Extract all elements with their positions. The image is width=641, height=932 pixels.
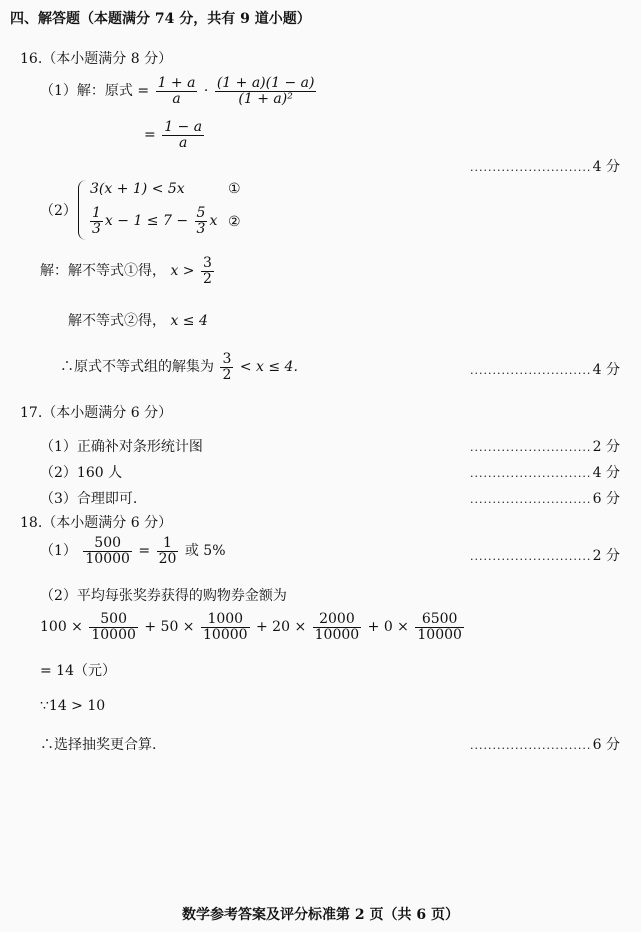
q17-item-1: （1）正确补对条形统计图: [40, 439, 203, 455]
expected-value-calc: [40, 612, 466, 642]
solution-set-line: [60, 352, 298, 382]
fraction: [415, 612, 464, 642]
fraction: [90, 206, 103, 236]
denominator: 10000: [417, 626, 462, 643]
solution-var: x >: [170, 263, 195, 280]
inequality-1: 3(x + 1) < 5x: [90, 181, 185, 197]
inequality-2: [88, 206, 217, 236]
score-value: 2 分: [592, 439, 620, 455]
q17-heading: 17.（本小题满分 6 分）: [20, 405, 173, 421]
score-value: 4 分: [592, 362, 620, 378]
q17-item-3-score: [470, 488, 620, 508]
comparison: ∵14 > 10: [40, 698, 106, 714]
calc-result: = 14（元）: [40, 663, 116, 679]
inequality-end: x: [209, 213, 218, 230]
score-value: 6 分: [592, 737, 620, 753]
leader-dots: [470, 441, 591, 454]
numerator: 1 + a: [157, 75, 196, 91]
q16-part1-score: [470, 156, 620, 176]
denominator: 10000: [314, 626, 360, 643]
fraction: [201, 256, 214, 286]
q18-part1-line: [40, 536, 226, 566]
denominator: (1 + a)²: [215, 91, 317, 107]
fraction: [215, 76, 317, 106]
q16-part1-line1: [40, 76, 318, 106]
denominator: 10000: [91, 626, 136, 643]
q18-part1-score: [470, 545, 620, 565]
fraction: [162, 120, 204, 150]
denominator: 3: [92, 220, 101, 237]
equals-sign: =: [144, 127, 156, 144]
solution-text: 解：解不等式①得，: [40, 263, 166, 280]
q17-item-3: （3）合理即可.: [40, 491, 138, 507]
leader-dots: [470, 364, 591, 377]
system-brace: [78, 180, 87, 240]
q17-item-1-score: [470, 436, 620, 456]
fraction: [313, 612, 362, 642]
q16-part1-line2: [144, 120, 206, 150]
marker-2: ②: [228, 214, 241, 230]
numerator: 5: [196, 205, 206, 221]
solution-text: 解不等式②得，: [68, 313, 166, 329]
coefficient: + 0 ×: [367, 619, 409, 636]
solution-var: x ≤ 4: [170, 313, 208, 329]
q18-part1-end: 或 5%: [184, 543, 226, 560]
fraction: [195, 206, 208, 236]
solution-line-2: [68, 310, 208, 330]
denominator: 10000: [85, 550, 130, 567]
denominator: 10000: [203, 626, 248, 643]
fraction: [157, 536, 179, 566]
fraction: [201, 612, 250, 642]
leader-dots: [470, 550, 591, 563]
equals-sign: =: [138, 543, 151, 560]
q16-part2-label: （2）: [40, 203, 77, 219]
numerator: 3: [202, 255, 212, 271]
denominator: a: [156, 91, 198, 107]
denominator: 2: [222, 366, 232, 383]
numerator: (1 + a)(1 − a): [216, 75, 315, 91]
solution-set-end: < x ≤ 4.: [239, 359, 298, 376]
coefficient: + 20 ×: [256, 619, 307, 636]
fraction: [83, 536, 132, 566]
numerator: 1 − a: [164, 119, 203, 135]
q17-item-2-score: [470, 462, 620, 482]
fraction: [89, 612, 138, 642]
conclusion: ∴选择抽奖更合算.: [40, 737, 157, 753]
score-value: 4 分: [592, 465, 620, 481]
leader-dots: [470, 467, 591, 480]
q18-heading: 18.（本小题满分 6 分）: [20, 515, 173, 531]
q18-part2-text: （2）平均每张奖券获得的购物券金额为: [40, 588, 287, 604]
score-value: 2 分: [592, 548, 620, 564]
marker-1: ①: [228, 181, 241, 197]
leader-dots: [470, 739, 591, 752]
solution-set-text: ∴原式不等式组的解集为: [60, 359, 214, 376]
page-footer: 数学参考答案及评分标准第 2 页（共 6 页）: [182, 907, 459, 923]
q18-part2-score: [470, 734, 620, 754]
q16-heading: 16.（本小题满分 8 分）: [20, 51, 173, 67]
fraction: [156, 76, 198, 106]
solution-line-1: [40, 256, 216, 286]
multiply-dot: ·: [203, 83, 209, 100]
q16-part1-label: （1）解：原式: [40, 83, 133, 100]
section-title: 四、解答题（本题满分 74 分，共有 9 道小题）: [10, 11, 311, 27]
numerator: 500: [94, 535, 122, 551]
numerator: 6500: [421, 611, 458, 627]
fraction: [220, 352, 233, 382]
equals-sign: =: [137, 83, 150, 100]
denominator: 2: [202, 270, 212, 287]
numerator: 2000: [319, 611, 355, 627]
coefficient: 100 ×: [40, 619, 83, 636]
score-value: 4 分: [592, 159, 620, 175]
denominator: a: [162, 135, 204, 151]
leader-dots: [470, 493, 591, 506]
numerator: 500: [100, 611, 127, 627]
q18-part1-label: （1）: [40, 543, 77, 560]
inequality-middle: x − 1 ≤ 7 −: [104, 213, 189, 230]
denominator: 3: [196, 220, 206, 237]
score-value: 6 分: [592, 491, 620, 507]
numerator: 1: [163, 535, 172, 551]
numerator: 3: [222, 351, 232, 367]
q16-part2-score: [470, 359, 620, 379]
numerator: 1: [92, 205, 101, 221]
denominator: 20: [158, 550, 177, 567]
q17-item-2: （2）160 人: [40, 465, 123, 481]
coefficient: + 50 ×: [144, 619, 195, 636]
numerator: 1000: [207, 611, 244, 627]
leader-dots: [470, 161, 591, 174]
